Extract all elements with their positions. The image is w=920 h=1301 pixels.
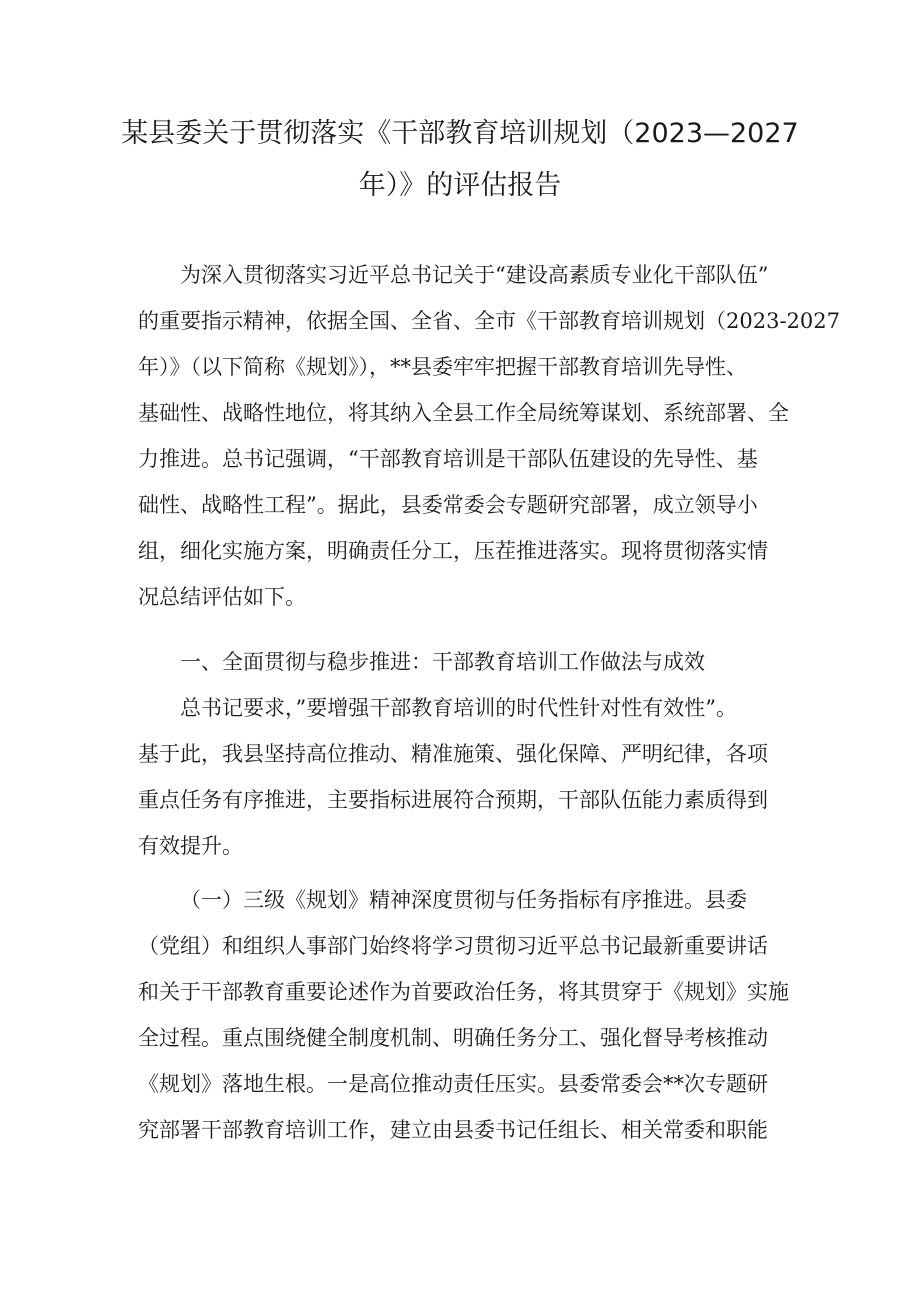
title-line-1: 某县委关于贯彻落实《干部教育培训规划（2023—2027 [121, 118, 799, 149]
paragraph-line: 全过程。重点围绕健全制度机制、明确任务分工、强化督导考核推动 [138, 1026, 768, 1050]
paragraph-line: 总书记要求，”要增强干部教育培训的时代性针对性有效性”。 [180, 696, 737, 720]
subsection-one [138, 877, 788, 1153]
section-one [138, 639, 788, 869]
paragraph-line: 《规划》落地生根。一是高位推动责任压实。县委常委会**次专题研 [138, 1072, 768, 1096]
paragraph-line: 组，细化实施方案，明确责任分工，压茬推进落实。现将贯彻落实情 [138, 539, 768, 563]
paragraph-line: 力推进。总书记强调，“干部教育培训是干部队伍建设的先导性、基 [138, 447, 758, 471]
paragraph-line: 础性、战略性工程”。据此，县委常委会专题研究部署，成立领导小 [138, 493, 758, 517]
paragraph-line: 为深入贯彻落实习近平总书记关于“建设高素质专业化干部队伍” [180, 263, 769, 287]
paragraph-line: 重点任务有序推进，主要指标进展符合预期，干部队伍能力素质得到 [138, 788, 768, 812]
paragraph-introduction [138, 252, 840, 620]
subsection-heading-line: （一）三级《规划》精神深度贯彻与任务指标有序推进。县委 [180, 888, 747, 912]
paragraph-line: 况总结评估如下。 [138, 585, 306, 609]
paragraph-line: 究部署干部教育培训工作，建立由县委书记任组长、相关常委和职能 [138, 1118, 768, 1142]
paragraph-line: 年）》（以下简称《规划》），**县委牢牢把握干部教育培训先导性、 [138, 355, 747, 379]
paragraph-line: （党组）和组织人事部门始终将学习贯彻习近平总书记最新重要讲话 [138, 934, 768, 958]
section-heading: 一、全面贯彻与稳步推进：干部教育培训工作做法与成效 [180, 650, 705, 674]
paragraph-line: 的重要指示精神，依据全国、全省、全市《干部教育培训规划（2023-2027 [138, 309, 840, 333]
paragraph-line: 基于此，我县坚持高位推动、精准施策、强化保障、严明纪律，各项 [138, 742, 768, 766]
paragraph-line: 基础性、战略性地位，将其纳入全县工作全局统筹谋划、系统部署、全 [138, 401, 789, 425]
document-title [110, 108, 810, 212]
paragraph-line: 和关于干部教育重要论述作为首要政治任务，将其贯穿于《规划》实施 [138, 980, 789, 1004]
paragraph-line: 有效提升。 [138, 834, 243, 858]
title-line-2: 年）》的评估报告 [358, 170, 562, 201]
